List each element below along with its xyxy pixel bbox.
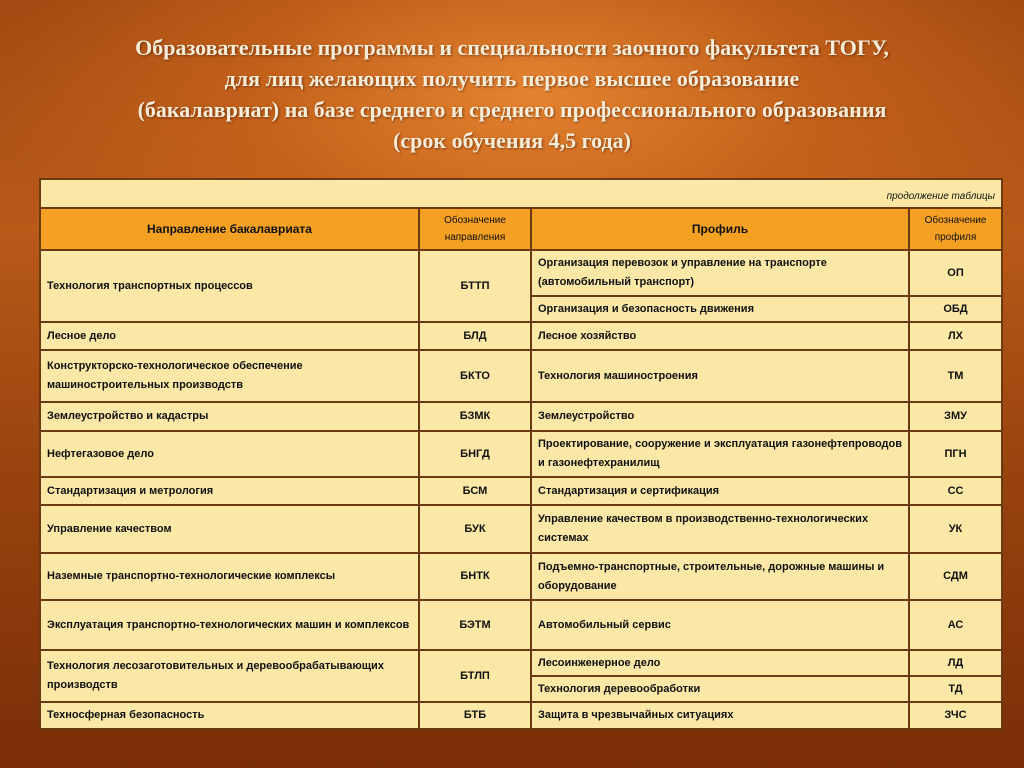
- direction-name: Управление качеством: [40, 505, 419, 553]
- profile-code: СДМ: [909, 553, 1002, 600]
- direction-name: Наземные транспортно-технологические комплексы: [40, 553, 419, 600]
- header-direction: Направление бакалавриата: [40, 208, 419, 250]
- direction-code: БНГД: [419, 431, 531, 477]
- table-row: [40, 350, 1002, 402]
- direction-code: БЛД: [419, 322, 531, 350]
- profile-code: ОБД: [909, 296, 1002, 322]
- table-row: [40, 702, 1002, 729]
- page-title: [20, 32, 1004, 156]
- header-direction-code: Обозначение направления: [419, 208, 531, 250]
- direction-code: БЗМК: [419, 402, 531, 431]
- profile-name: Технология деревообработки: [531, 676, 909, 702]
- profile-name: Проектирование, сооружение и эксплуатация газонефтепроводов и газонефтехранилищ: [531, 431, 909, 477]
- header-profile: Профиль: [531, 208, 909, 250]
- table-row: [40, 553, 1002, 600]
- profile-name: Технология машиностроения: [531, 350, 909, 402]
- direction-name: Лесное дело: [40, 322, 419, 350]
- profile-name: Землеустройство: [531, 402, 909, 431]
- table-row: [40, 402, 1002, 431]
- table-row: [40, 250, 1002, 296]
- profile-code: ТМ: [909, 350, 1002, 402]
- profile-code: ТД: [909, 676, 1002, 702]
- continuation-note: продолжение таблицы: [40, 179, 1002, 208]
- profile-name: Лесоинженерное дело: [531, 650, 909, 676]
- profile-code: ОП: [909, 250, 1002, 296]
- header-profile-code: Обозначение профиля: [909, 208, 1002, 250]
- header-row: [40, 208, 1002, 250]
- direction-name: Землеустройство и кадастры: [40, 402, 419, 431]
- profile-name: Стандартизация и сертификация: [531, 477, 909, 505]
- direction-name: Нефтегазовое дело: [40, 431, 419, 477]
- table-row: [40, 322, 1002, 350]
- direction-code: БЭТМ: [419, 600, 531, 650]
- continuation-row: [40, 179, 1002, 208]
- profile-name: Автомобильный сервис: [531, 600, 909, 650]
- title-line-2: для лиц желающих получить первое высшее образование: [224, 66, 800, 91]
- direction-code: БУК: [419, 505, 531, 553]
- direction-name: Технология лесозаготовительных и деревообрабатывающих производств: [40, 650, 419, 702]
- title-line-4: (срок обучения 4,5 года): [393, 128, 631, 153]
- direction-code: БСМ: [419, 477, 531, 505]
- table-row: [40, 505, 1002, 553]
- profile-code: ПГН: [909, 431, 1002, 477]
- profile-name: Организация перевозок и управление на транспорте (автомобильный транспорт): [531, 250, 909, 296]
- profile-name: Организация и безопасность движения: [531, 296, 909, 322]
- direction-code: БНТК: [419, 553, 531, 600]
- profile-code: ЗМУ: [909, 402, 1002, 431]
- direction-name: Конструкторско-технологическое обеспечение машиностроительных производств: [40, 350, 419, 402]
- profile-code: ЛД: [909, 650, 1002, 676]
- title-line-1: Образовательные программы и специальности заочного факультета ТОГУ,: [135, 35, 889, 60]
- direction-code: БТБ: [419, 702, 531, 729]
- profile-code: АС: [909, 600, 1002, 650]
- table-row: [40, 600, 1002, 650]
- direction-code: БТТП: [419, 250, 531, 322]
- programs-table: [39, 178, 1003, 730]
- profile-name: Лесное хозяйство: [531, 322, 909, 350]
- profile-code: СС: [909, 477, 1002, 505]
- direction-code: БТЛП: [419, 650, 531, 702]
- profile-name: Защита в чрезвычайных ситуациях: [531, 702, 909, 729]
- direction-code: БКТО: [419, 350, 531, 402]
- direction-name: Техносферная безопасность: [40, 702, 419, 729]
- profile-name: Управление качеством в производственно-технологических системах: [531, 505, 909, 553]
- profile-code: ЗЧС: [909, 702, 1002, 729]
- table-row: [40, 650, 1002, 676]
- profile-code: УК: [909, 505, 1002, 553]
- title-line-3: (бакалавриат) на базе среднего и среднего профессионального образования: [137, 97, 887, 122]
- direction-name: Технология транспортных процессов: [40, 250, 419, 322]
- profile-code: ЛХ: [909, 322, 1002, 350]
- table-row: [40, 431, 1002, 477]
- direction-name: Эксплуатация транспортно-технологических машин и комплексов: [40, 600, 419, 650]
- table-row: [40, 477, 1002, 505]
- direction-name: Стандартизация и метрология: [40, 477, 419, 505]
- profile-name: Подъемно-транспортные, строительные, дорожные машины и оборудование: [531, 553, 909, 600]
